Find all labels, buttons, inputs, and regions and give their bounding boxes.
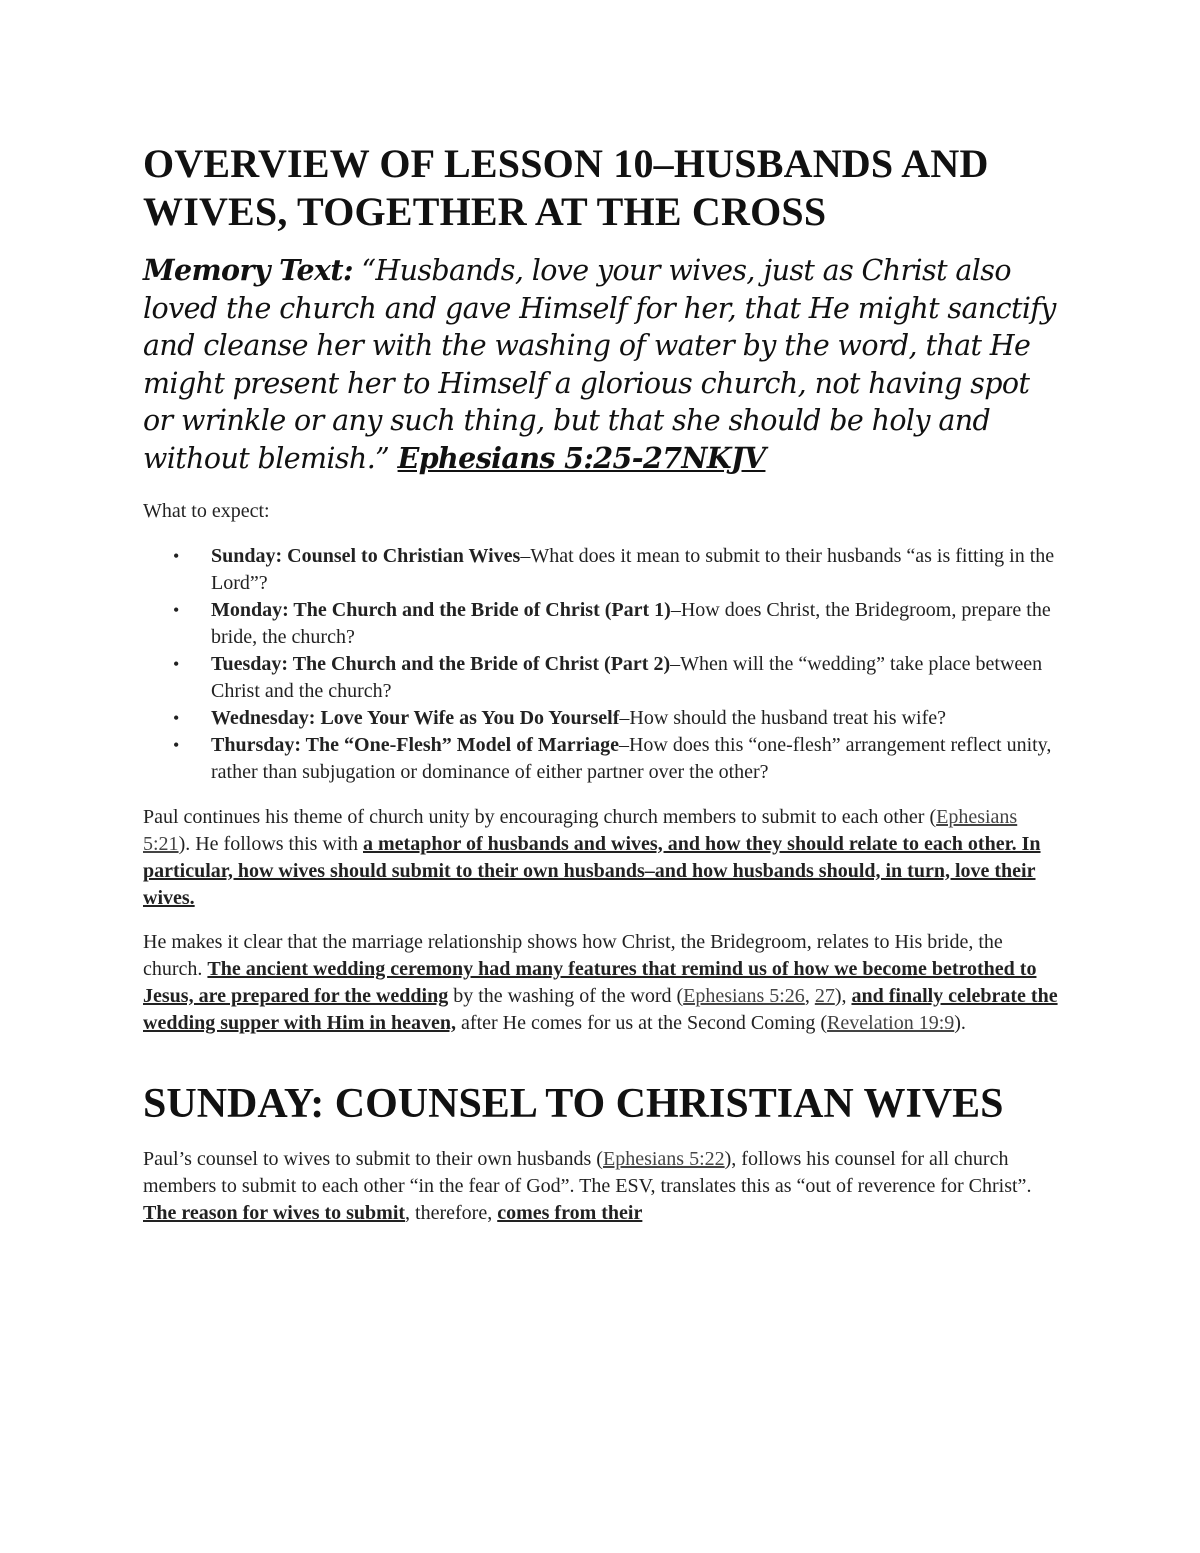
text-run: ). He follows this with	[178, 832, 363, 855]
text-run: ,	[804, 984, 815, 1007]
day-question: –What does it mean to submit to their husbands “as is fitting in the Lord”?	[211, 544, 1055, 594]
day-title: Sunday: Counsel to Christian Wives	[211, 544, 521, 567]
text-run: ), follows his counsel for all church members to submit to each other “in the fear of God”. The ESV, translates this as “out of reverence for Christ”.	[143, 1147, 1032, 1197]
list-item	[173, 705, 1063, 732]
bullet-icon: •	[173, 545, 180, 566]
text-run: Paul’s counsel to wives to submit to their own husbands (	[143, 1147, 603, 1170]
paragraph-sunday	[143, 1146, 1063, 1227]
paragraph-unity	[143, 804, 1063, 912]
list-item	[173, 651, 1063, 705]
bullet-icon: •	[173, 707, 180, 728]
memory-reference[interactable]: Ephesians 5:25-27NKJV	[397, 440, 766, 475]
document-page	[143, 140, 1063, 1227]
list-item	[173, 597, 1063, 651]
section-heading-sunday: SUNDAY: COUNSEL TO CHRISTIAN WIVES	[143, 1080, 1004, 1127]
day-question: –How does this “one-flesh” arrangement reflect unity, rather than subjugation or dominance of either partner over the other?	[211, 733, 1052, 783]
text-run: ).	[954, 1011, 966, 1034]
emphasis-text: The ancient wedding ceremony had many features that remind us of how we become betrothed to Jesus, are prepared for the wedding	[143, 957, 1037, 1007]
emphasis-text: The reason for wives to submit	[143, 1201, 406, 1224]
text-run: ),	[834, 984, 852, 1007]
scripture-link[interactable]: Ephesians 5:22	[602, 1147, 725, 1170]
emphasis-text: comes from their	[497, 1201, 643, 1224]
memory-verse: “Husbands, love your wives, just as Christ also loved the church and gave Himself for her, that He might sanctify and cleanse her with the washing of water by the word, that He might present her to Himself a glorious church, not having spot or wrinkle or any such thing, but that she should be holy and without blemish.”	[143, 254, 1056, 475]
bullet-icon: •	[173, 653, 180, 674]
scripture-link[interactable]: 27	[814, 984, 835, 1007]
emphasis-text: and finally celebrate the wedding supper with Him in heaven,	[143, 984, 1058, 1034]
daily-topics-list	[143, 543, 1063, 786]
day-question: –How should the husband treat his wife?	[619, 706, 946, 729]
memory-text	[143, 252, 1063, 478]
day-title: Wednesday: Love Your Wife as You Do Yourself	[211, 706, 620, 729]
text-run: by the washing of the word (	[448, 984, 684, 1007]
day-question: –When will the “wedding” take place between Christ and the church?	[211, 652, 1043, 702]
bullet-icon: •	[173, 734, 180, 755]
list-item	[173, 732, 1063, 786]
day-question: –How does Christ, the Bridegroom, prepare the bride, the church?	[211, 598, 1051, 648]
day-title: Thursday: The “One-Flesh” Model of Marriage	[211, 733, 619, 756]
page-title: OVERVIEW OF LESSON 10–HUSBANDS AND WIVES, TOGETHER AT THE CROSS	[143, 141, 989, 234]
text-run: Paul continues his theme of church unity by encouraging church members to submit to each other (	[143, 805, 937, 828]
expect-label: What to expect:	[143, 499, 270, 522]
day-title: Tuesday: The Church and the Bride of Christ (Part 2)	[211, 652, 671, 675]
paragraph-bridegroom	[143, 929, 1063, 1037]
scripture-link[interactable]: Ephesians 5:26	[683, 984, 805, 1007]
memory-label: Memory Text:	[143, 253, 353, 287]
scripture-link[interactable]: Ephesians 5:21	[143, 805, 1018, 855]
emphasis-text: a metaphor of husbands and wives, and how they should relate to each other. In particular, how wives should submit to their own husbands–and how husbands should, in turn, love their wives.	[143, 832, 1041, 909]
text-run: after He comes for us at the Second Coming (	[456, 1011, 828, 1034]
day-title: Monday: The Church and the Bride of Christ (Part 1)	[211, 598, 671, 621]
list-item	[173, 543, 1063, 597]
text-run: , therefore,	[405, 1201, 498, 1224]
scripture-link[interactable]: Revelation 19:9	[827, 1011, 955, 1034]
bullet-icon: •	[173, 599, 180, 620]
text-run: He makes it clear that the marriage relationship shows how Christ, the Bridegroom, relates to His bride, the church.	[143, 930, 1003, 980]
